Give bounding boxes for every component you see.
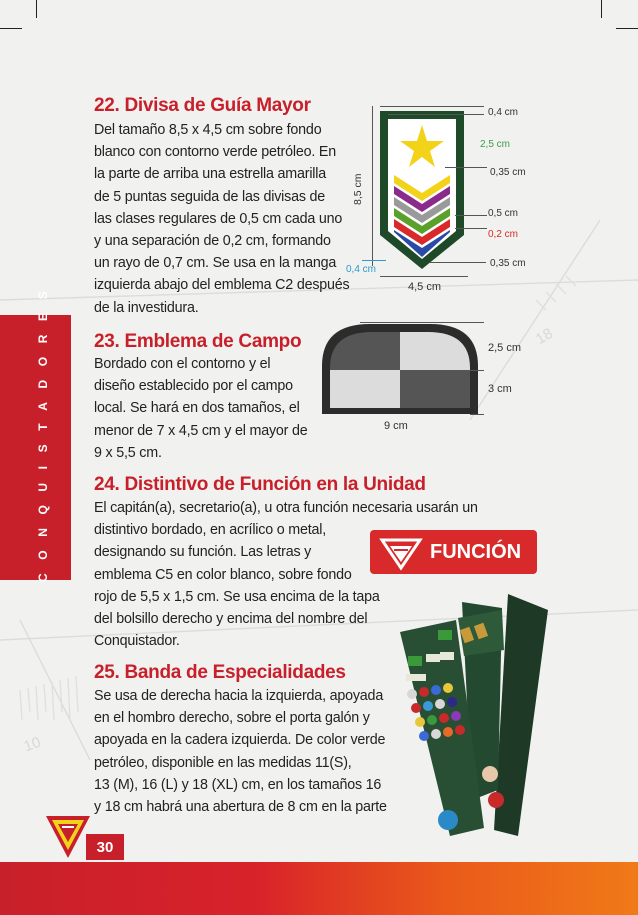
sidebar-label: CONQUISTADORES (36, 277, 50, 582)
crop-mark (36, 0, 37, 18)
crop-mark (0, 28, 22, 29)
pathfinder-emblem-icon (378, 532, 424, 572)
section-24-body: El capitán(a), secretario(a), u otra función necesaria usarán un distintivo bordado, en acrílico o metal, designando su función. Las letras y emblema C5 en color blanco, sobre fondo rojo de 5,5 x 1,5 cm. Se usa encima de la tapa del bolsillo derecho y encima del nombre del Conquistador. (94, 500, 478, 650)
dim-line (430, 262, 486, 263)
section-22-title: 22. Divisa de Guía Mayor (94, 95, 311, 116)
divisa-dim-2-5: 2,5 cm (480, 139, 511, 150)
emblema-dim-width: 9 cm (384, 420, 408, 432)
section-22-body: Del tamaño 8,5 x 4,5 cm sobre fondo blanco con contorno verde petróleo. En la parte de arriba una estrella amarilla de 5 puntas seguida de las divisas de las clases regulares de 0,5 cm cada uno y una separación de 0,2 cm, formando un rayo de 0,7 cm. Se usa en la manga izquierda abajo del emblema C2 después de la investidura. (94, 122, 350, 316)
emblema-dim-3: 3 cm (488, 383, 512, 395)
divisa-dim-0-5: 0,5 cm (488, 208, 519, 219)
dim-line (380, 106, 484, 107)
divisa-dim-width: 4,5 cm (408, 281, 442, 293)
dim-line (388, 114, 484, 115)
emblema-dim-2-5: 2,5 cm (488, 342, 522, 354)
dim-line (380, 276, 468, 277)
dim-line (445, 167, 487, 168)
divisa-dim-0-4-left: 0,4 cm (346, 264, 377, 275)
divisa-guia-mayor-illustration (376, 107, 468, 272)
pathfinder-logo-icon (44, 810, 92, 860)
section-23-title: 23. Emblema de Campo (94, 331, 302, 352)
funcion-badge-label: FUNCIÓN (430, 540, 522, 563)
page-number: 30 (86, 834, 124, 860)
funcion-badge (370, 530, 537, 574)
divisa-dim-0-2: 0,2 cm (488, 229, 519, 240)
dim-line (470, 414, 484, 415)
dim-line (372, 106, 373, 266)
section-24-title: 24. Distintivo de Función en la Unidad (94, 474, 426, 495)
section-25-body: Se usa de derecha hacia la izquierda, apoyada en el hombro derecho, sobre el porta galón y apoyada en la cadera izquierda. De color verde petróleo, disponible en las medidas 11(S), 13 (M), 16 (L) y 18 (XL) cm, en los tamaños 16 y 18 cm habrá una abertura de 8 cm en la parte (94, 688, 387, 816)
section-25-title: 25. Banda de Especialidades (94, 662, 346, 683)
ruler-number-left: 10 (21, 733, 44, 756)
dim-line (362, 260, 386, 261)
divisa-dim-0-35-top: 0,35 cm (490, 167, 526, 178)
section-23-body: Bordado con el contorno y el diseño establecido por el campo local. Se hará en dos tamaños, el menor de 7 x 4,5 cm y el mayor de 9 x 5,5 cm. (94, 356, 308, 461)
dim-line (360, 322, 484, 323)
footer-band (0, 862, 638, 915)
crop-mark (616, 28, 638, 29)
ruler-number-right: 18 (532, 324, 556, 349)
divisa-dim-0-35-bottom: 0,35 cm (490, 258, 526, 269)
dim-line (455, 215, 487, 216)
divisa-dim-height: 8,5 cm (352, 173, 364, 205)
dim-line (470, 370, 484, 371)
banda-especialidades-illustration (398, 590, 558, 840)
divisa-dim-0-4-top: 0,4 cm (488, 107, 519, 118)
crop-mark (601, 0, 602, 18)
emblema-campo-illustration (320, 322, 480, 416)
dim-line (455, 228, 487, 229)
